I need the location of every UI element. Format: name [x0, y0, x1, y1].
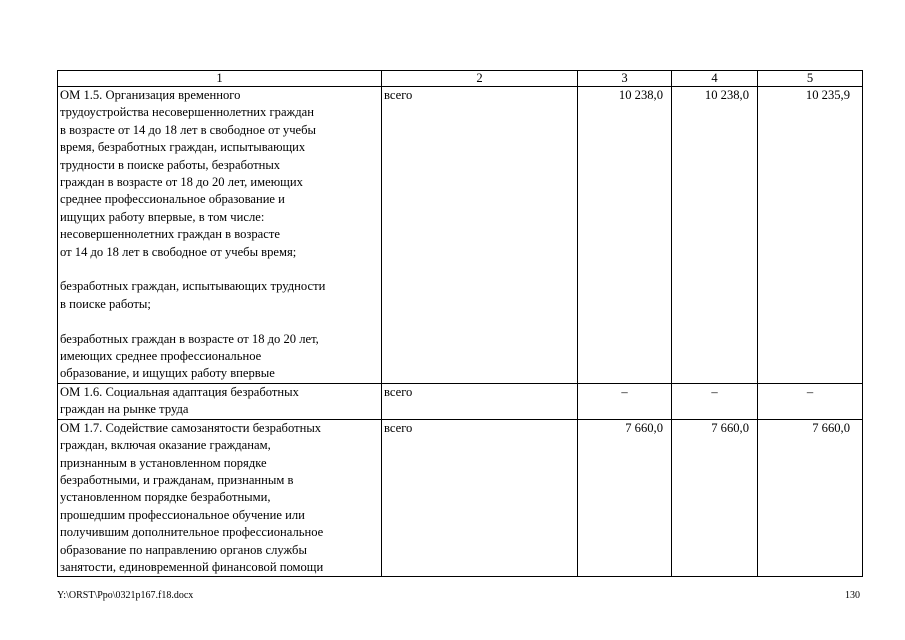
table-row — [58, 419, 863, 577]
footer-page-number: 130 — [845, 590, 860, 601]
table-row — [58, 87, 863, 384]
row-col4-value: 7 660,0 — [672, 419, 758, 577]
row-name-paragraph: ОМ 1.6. Социальная адаптация безработных граждан на рынке труда — [60, 384, 299, 417]
row-name-paragraph: безработных граждан, испытывающих трудности в поиске работы; — [60, 279, 326, 311]
row-name-cell — [58, 419, 382, 577]
row-name-cell — [58, 87, 382, 384]
table-header-row — [58, 71, 863, 87]
row-name-cell — [58, 383, 382, 419]
row-col4-value: 10 238,0 — [672, 87, 758, 384]
header-col-3: 3 — [578, 71, 672, 87]
row-col3-value: 7 660,0 — [578, 419, 672, 577]
row-name-paragraph: ОМ 1.5. Организация временного трудоустройства несовершеннолетних граждан в возрасте от 14 до 18 лет в свободное от учебы время, безработных граждан, испытывающих трудности в поиске работы, безработных граждан в возрасте от 18 до 20 лет, имеющих среднее профессиональное образование и ищущих работу впервые, в том числе: несовершеннолетних граждан в возрасте от 14 до 18 лет в свободное от учебы время; — [60, 88, 316, 259]
header-col-2: 2 — [382, 71, 578, 87]
header-col-4: 4 — [672, 71, 758, 87]
row-source-cell: всего — [382, 419, 578, 577]
budget-table — [57, 70, 863, 577]
row-name-paragraph: ОМ 1.7. Содействие самозанятости безработных граждан, включая оказание гражданам, признанным в установленном порядке безработными, и гражданам, признанным в установленном порядке безработными, прошедшим профессиональное обучение или получившим дополнительное профессиональное образование по направлению органов службы занятости, единовременной финансовой помощи — [60, 420, 324, 574]
header-col-5: 5 — [758, 71, 863, 87]
row-col3-value: – — [578, 383, 672, 419]
row-col4-value: – — [672, 383, 758, 419]
header-col-1: 1 — [58, 71, 382, 87]
row-col5-value: 7 660,0 — [758, 419, 863, 577]
table-row — [58, 383, 863, 419]
row-name-paragraph: безработных граждан в возрасте от 18 до 20 лет, имеющих среднее профессиональное образование, и ищущих работу впервые — [60, 331, 319, 381]
row-col5-value: – — [758, 383, 863, 419]
row-col5-value: 10 235,9 — [758, 87, 863, 384]
row-source-cell: всего — [382, 383, 578, 419]
row-source-cell: всего — [382, 87, 578, 384]
row-col3-value: 10 238,0 — [578, 87, 672, 384]
footer-file-path: Y:\ORST\Ppo\0321p167.f18.docx — [57, 590, 194, 601]
